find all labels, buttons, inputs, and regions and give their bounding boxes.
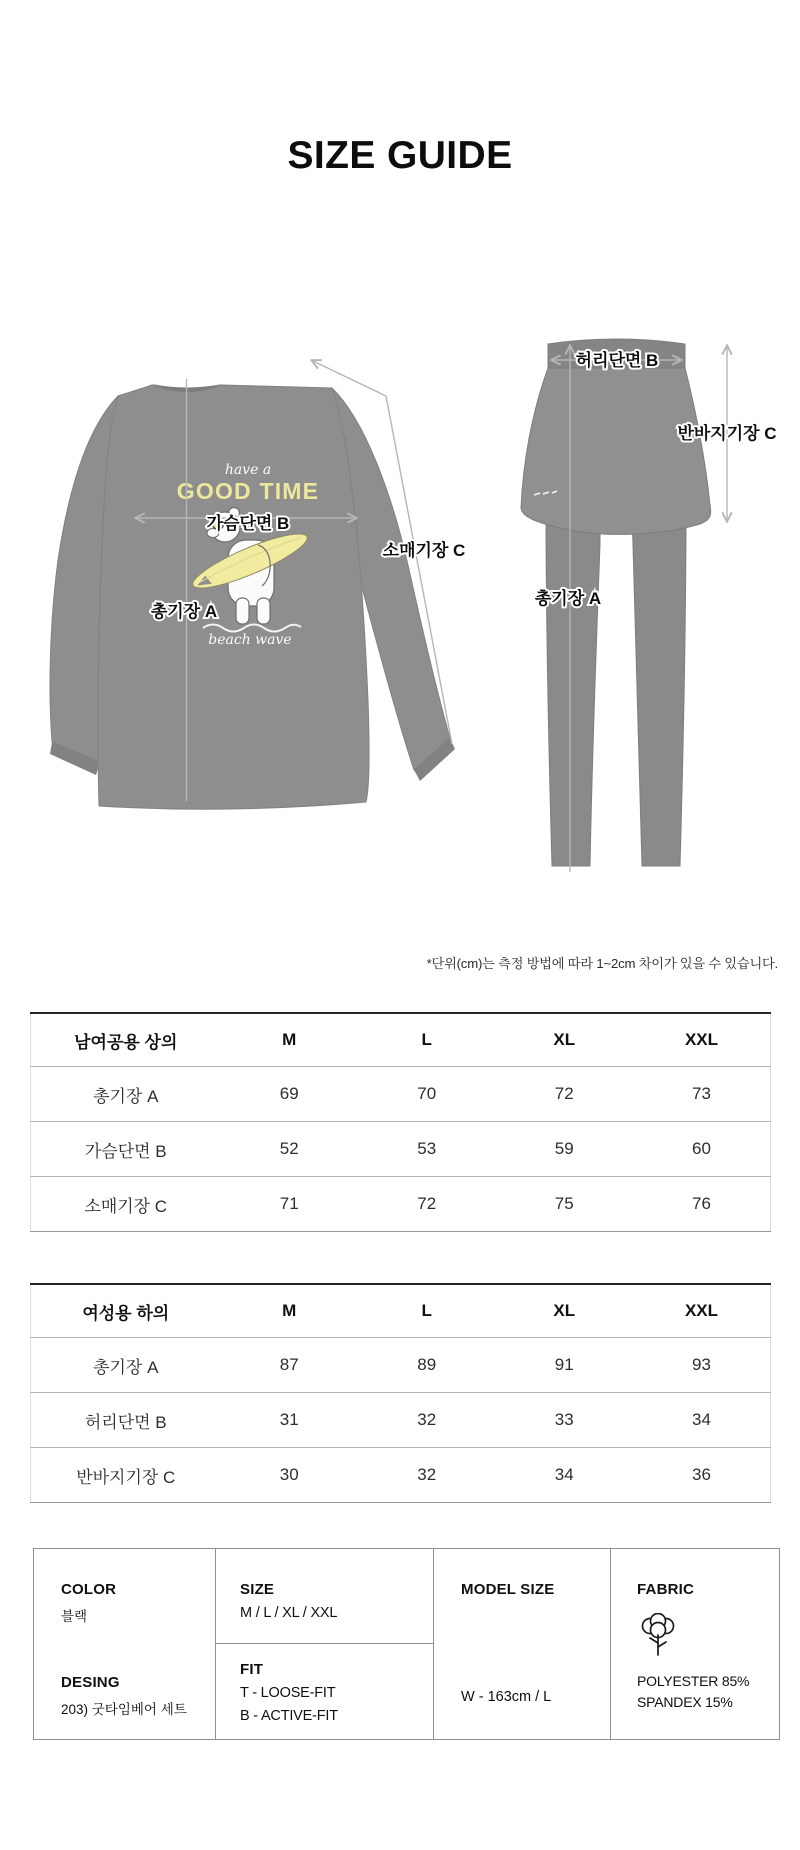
leggings-left-leg bbox=[546, 505, 600, 866]
cell-value: 30 bbox=[221, 1448, 359, 1503]
col-header-xl: XL bbox=[496, 1013, 634, 1067]
cell-value: 69 bbox=[221, 1067, 359, 1122]
color-value: 블랙 bbox=[61, 1609, 88, 1624]
cell-value: 72 bbox=[496, 1067, 634, 1122]
table-title: 여성용 하의 bbox=[31, 1284, 221, 1338]
row-label: 소매기장 C bbox=[31, 1177, 221, 1232]
info-color-cell bbox=[34, 1549, 215, 1739]
cell-value: 87 bbox=[221, 1338, 359, 1393]
bear-leg bbox=[257, 598, 270, 624]
fabric-line-2: SPANDEX 15% bbox=[637, 1694, 733, 1710]
col-header-m: M bbox=[221, 1284, 359, 1338]
graphic-text-beach-wave: beach wave bbox=[208, 632, 292, 648]
cell-value: 76 bbox=[633, 1177, 771, 1232]
cotton-icon bbox=[637, 1613, 779, 1664]
cell-value: 72 bbox=[358, 1177, 496, 1232]
table-header-row bbox=[31, 1013, 771, 1067]
cell-value: 73 bbox=[633, 1067, 771, 1122]
shorts bbox=[521, 368, 711, 534]
cell-value: 93 bbox=[633, 1338, 771, 1393]
product-info-box bbox=[33, 1548, 780, 1740]
top-size-table bbox=[30, 1012, 771, 1232]
cell-value: 91 bbox=[496, 1338, 634, 1393]
model-size-value: W - 163cm / L bbox=[461, 1689, 552, 1705]
row-label: 총기장 A bbox=[31, 1067, 221, 1122]
cell-value: 31 bbox=[221, 1393, 359, 1448]
label-shirt-length: 총기장 A bbox=[150, 602, 218, 621]
col-header-l: L bbox=[358, 1284, 496, 1338]
label-shirt-chest: 가슴단면 B bbox=[206, 514, 290, 533]
col-header-xxl: XXL bbox=[633, 1284, 771, 1338]
page-title: SIZE GUIDE bbox=[287, 134, 513, 177]
fit-top-value: T - LOOSE-FIT bbox=[240, 1685, 336, 1701]
fit-bottom-value: B - ACTIVE-FIT bbox=[240, 1708, 338, 1724]
size-label: SIZE bbox=[240, 1581, 275, 1598]
fabric-composition bbox=[637, 1671, 749, 1713]
table-row bbox=[31, 1448, 771, 1503]
info-fabric-cell bbox=[610, 1549, 779, 1739]
cell-value: 70 bbox=[358, 1067, 496, 1122]
cell-value: 34 bbox=[496, 1448, 634, 1503]
col-header-xl: XL bbox=[496, 1284, 634, 1338]
bottom-size-table bbox=[30, 1283, 771, 1503]
table-header-row bbox=[31, 1284, 771, 1338]
leggings-right-leg bbox=[632, 505, 686, 866]
cell-value: 75 bbox=[496, 1177, 634, 1232]
row-label: 허리단면 B bbox=[31, 1393, 221, 1448]
label-pants-length: 총기장 A bbox=[534, 589, 602, 608]
table-row bbox=[31, 1393, 771, 1448]
cell-value: 52 bbox=[221, 1122, 359, 1177]
col-header-xxl: XXL bbox=[633, 1013, 771, 1067]
shirt-illustration bbox=[50, 384, 455, 809]
fabric-label: FABRIC bbox=[637, 1581, 695, 1598]
fabric-line-1: POLYESTER 85% bbox=[637, 1673, 750, 1689]
desing-value: 203) 굿타임베어 세트 bbox=[61, 1702, 187, 1717]
model-size-label: MODEL SIZE bbox=[461, 1581, 555, 1598]
info-size-cell bbox=[215, 1549, 433, 1643]
table-row bbox=[31, 1122, 771, 1177]
row-label: 총기장 A bbox=[31, 1338, 221, 1393]
table-row bbox=[31, 1338, 771, 1393]
cell-value: 32 bbox=[358, 1448, 496, 1503]
table-row bbox=[31, 1177, 771, 1232]
fit-label: FIT bbox=[240, 1661, 264, 1678]
cell-value: 89 bbox=[358, 1338, 496, 1393]
cell-value: 60 bbox=[633, 1122, 771, 1177]
info-model-cell bbox=[433, 1549, 610, 1739]
color-label: COLOR bbox=[61, 1581, 117, 1598]
desing-label: DESING bbox=[61, 1674, 120, 1691]
cell-value: 33 bbox=[496, 1393, 634, 1448]
cell-value: 32 bbox=[358, 1393, 496, 1448]
bear-leg bbox=[236, 598, 249, 624]
cell-value: 59 bbox=[496, 1122, 634, 1177]
size-guide-note: *단위(cm)는 측정 방법에 따라 1~2cm 차이가 있을 수 있습니다. bbox=[426, 956, 778, 971]
label-pants-waist: 허리단면 B bbox=[575, 351, 659, 370]
graphic-text-good-time: GOOD TIME bbox=[176, 478, 320, 504]
col-header-m: M bbox=[221, 1013, 359, 1067]
table-row bbox=[31, 1067, 771, 1122]
row-label: 반바지기장 C bbox=[31, 1448, 221, 1503]
table-title: 남여공용 상의 bbox=[31, 1013, 221, 1067]
cell-value: 71 bbox=[221, 1177, 359, 1232]
info-fit-cell bbox=[215, 1643, 433, 1739]
cell-value: 36 bbox=[633, 1448, 771, 1503]
size-value: M / L / XL / XXL bbox=[240, 1605, 338, 1621]
cell-value: 34 bbox=[633, 1393, 771, 1448]
cell-value: 53 bbox=[358, 1122, 496, 1177]
desing-block bbox=[61, 1674, 215, 1718]
col-header-l: L bbox=[358, 1013, 496, 1067]
label-shirt-sleeve: 소매기장 C bbox=[382, 541, 466, 560]
row-label: 가슴단면 B bbox=[31, 1122, 221, 1177]
label-shorts-length: 반바지기장 C bbox=[677, 424, 777, 443]
graphic-text-have-a: have a bbox=[224, 462, 272, 478]
